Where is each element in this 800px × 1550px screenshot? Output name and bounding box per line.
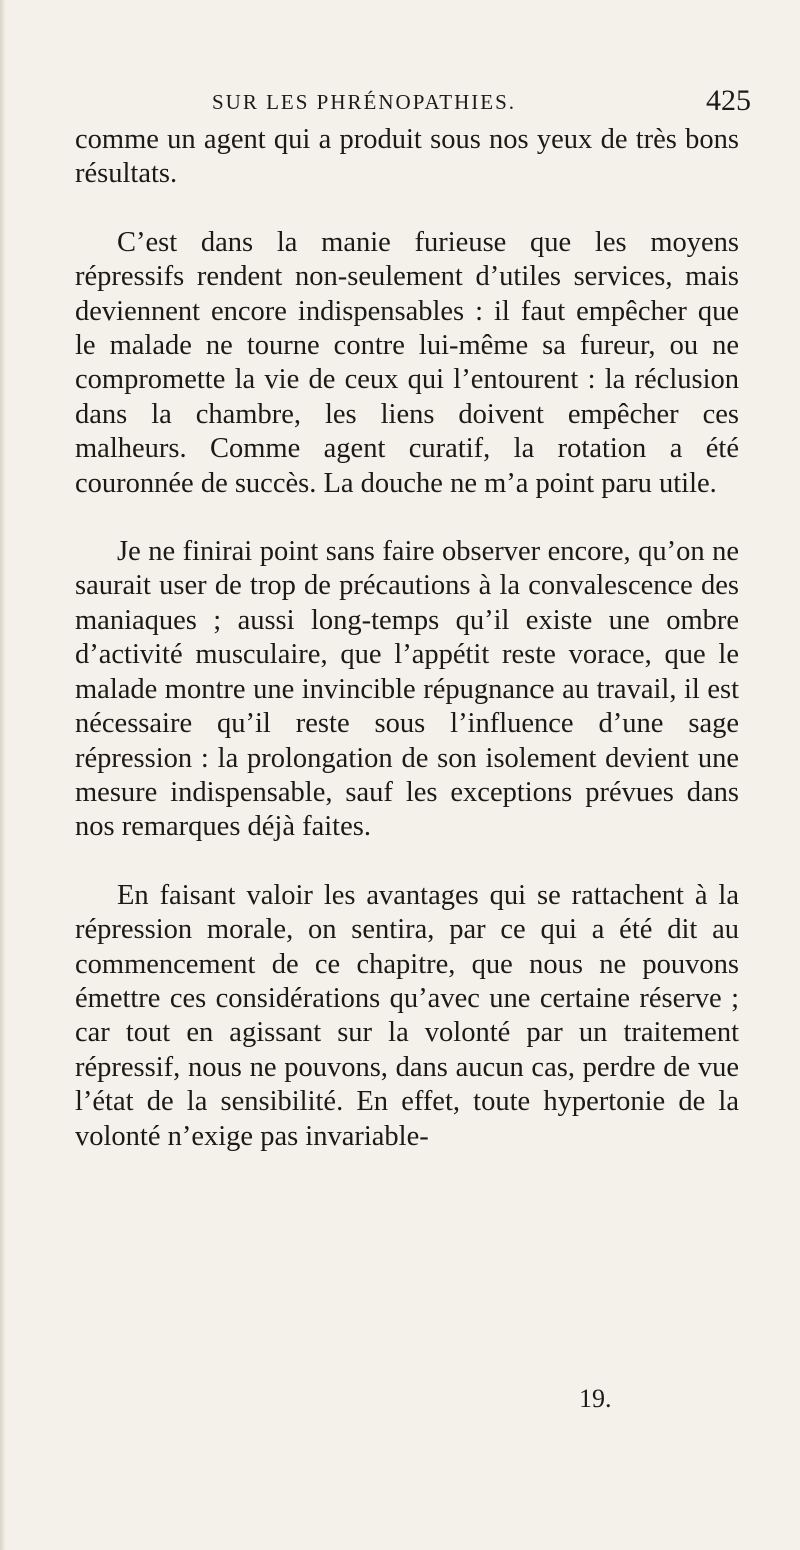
running-head bbox=[0, 84, 800, 124]
paragraph-manie-furieuse: C’est dans la manie furieuse que les moyens répressifs rendent non-seulement d’utiles services, mais deviennent encore indispensables : il faut empêcher que le malade ne tourne contre lui-même sa fureur, ou ne compromette la vie de ceux qui l’entourent : la réclusion dans la chambre, les liens doivent empêcher ces malheurs. Comme agent curatif, la rotation a été couronnée de succès. La douche ne m’a point paru utile. bbox=[75, 226, 739, 499]
paragraph-convalescence: Je ne finirai point sans faire observer encore, qu’on ne saurait user de trop de précautions à la convalescence des maniaques ; aussi long-temps qu’il existe une ombre d’activité musculaire, que l’appétit reste vorace, que le malade montre une invincible répugnance au travail, il est nécessaire qu’il reste sous l’influence d’une sage répression : la prolongation de son isolement devient une mesure indispensable, sauf les exceptions prévues dans nos remarques déjà faites. bbox=[75, 536, 739, 843]
paragraph-repression-morale: En faisant valoir les avantages qui se rattachent à la répression morale, on sentira, par ce qui a été dit au commencement de ce chapitre, que nous ne pouvons émettre ces considérations qu’avec une certaine réserve ; car tout en agissant sur la volonté par un traitement répressif, nous ne pouvons, dans aucun cas, perdre de vue l’état de la sensibilité. En effet, toute hypertonie de la volonté n’exige pas invariable- bbox=[75, 879, 739, 1152]
page-number: 425 bbox=[706, 84, 751, 117]
body-text bbox=[75, 123, 739, 1154]
paragraph-continuation: comme un agent qui a produit sous nos yeux de très bons résultats. bbox=[75, 124, 739, 190]
signature-mark: 19. bbox=[579, 1384, 612, 1413]
running-title: SUR LES PHRÉNOPATHIES. bbox=[212, 90, 517, 114]
page-edge bbox=[0, 0, 6, 1550]
